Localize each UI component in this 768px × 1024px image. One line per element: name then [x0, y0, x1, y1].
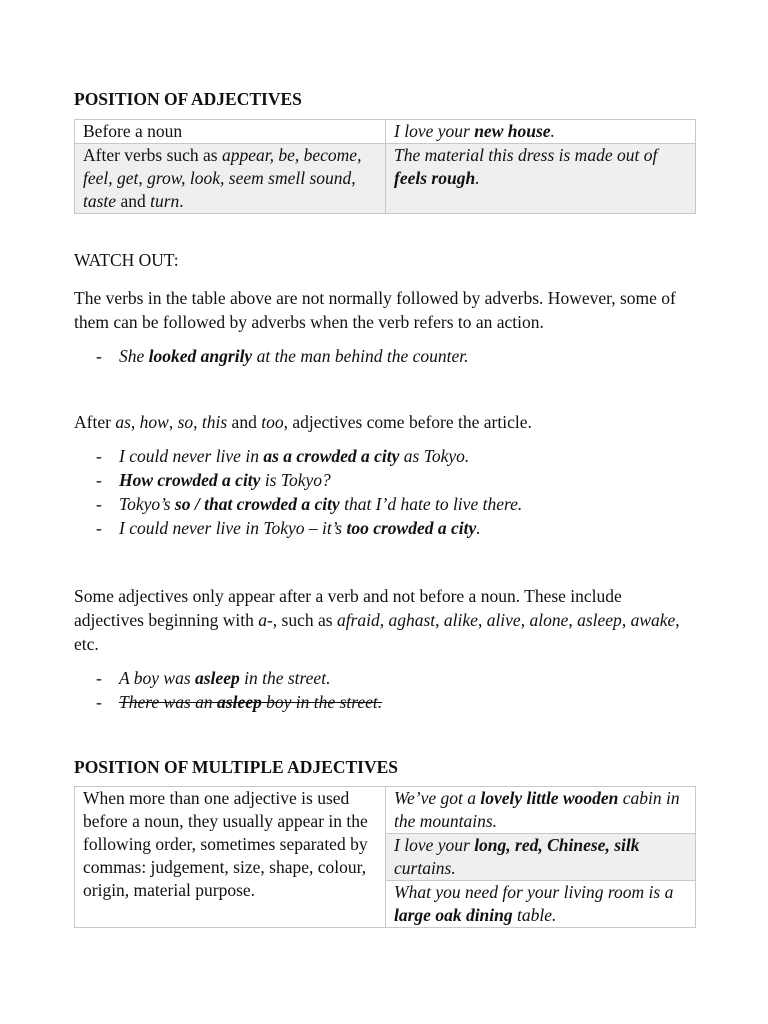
list-item: - I could never live in as a crowded a city as Tokyo.	[74, 444, 696, 468]
incorrect-example: There was an asleep boy in the street.	[119, 692, 383, 712]
table-row	[75, 144, 696, 214]
list-item: - I could never live in Tokyo – it’s too crowded a city.	[74, 516, 696, 540]
section-title-position-of-adjectives: POSITION OF ADJECTIVES	[74, 89, 302, 109]
table-cell-example: We’ve got a lovely little wooden cabin in the mountains.	[386, 787, 696, 834]
table-cell-example: The material this dress is made out of feels rough.	[386, 144, 696, 214]
table-cell-example: What you need for your living room is a large oak dining table.	[386, 881, 696, 928]
predicative-examples	[74, 666, 696, 714]
list-item-incorrect	[74, 690, 696, 714]
table-cell-example: I love your long, red, Chinese, silk curtains.	[386, 834, 696, 881]
table-cell-example: I love your new house.	[386, 120, 696, 144]
list-item: - She looked angrily at the man behind the counter.	[74, 344, 696, 368]
document-page	[74, 84, 696, 928]
table-row	[75, 787, 696, 834]
multiple-adjectives-table	[74, 786, 696, 928]
predicative-paragraph: Some adjectives only appear after a verb and not before a noun. These include adjectives beginning with a-, such as afraid, aghast, alike, alive, alone, asleep, awake, etc.	[74, 586, 680, 654]
table-cell-after-verbs: After verbs such as appear, be, become, feel, get, grow, look, seem smell sound, taste and turn.	[75, 144, 386, 214]
section-title-multiple-adjectives: POSITION OF MULTIPLE ADJECTIVES	[74, 757, 398, 777]
after-as-paragraph: After as, how, so, this and too, adjectives come before the article.	[74, 412, 532, 432]
watch-out-paragraph: The verbs in the table above are not normally followed by adverbs. However, some of them can be followed by adverbs when the verb refers to an action.	[74, 288, 676, 332]
table-row	[75, 120, 696, 144]
watch-out-examples	[74, 344, 696, 368]
table-cell-before-noun: Before a noun	[75, 120, 386, 144]
watch-out-heading: WATCH OUT:	[74, 250, 179, 270]
list-item: - A boy was asleep in the street.	[74, 666, 696, 690]
table-cell-order-rule: When more than one adjective is used before a noun, they usually appear in the following order, sometimes separated by commas: judgement, size, shape, colour, origin, material purpose.	[75, 787, 386, 928]
adjective-position-table	[74, 119, 696, 214]
list-item: - Tokyo’s so / that crowded a city that I’d hate to live there.	[74, 492, 696, 516]
after-as-examples	[74, 444, 696, 540]
list-item: - How crowded a city is Tokyo?	[74, 468, 696, 492]
